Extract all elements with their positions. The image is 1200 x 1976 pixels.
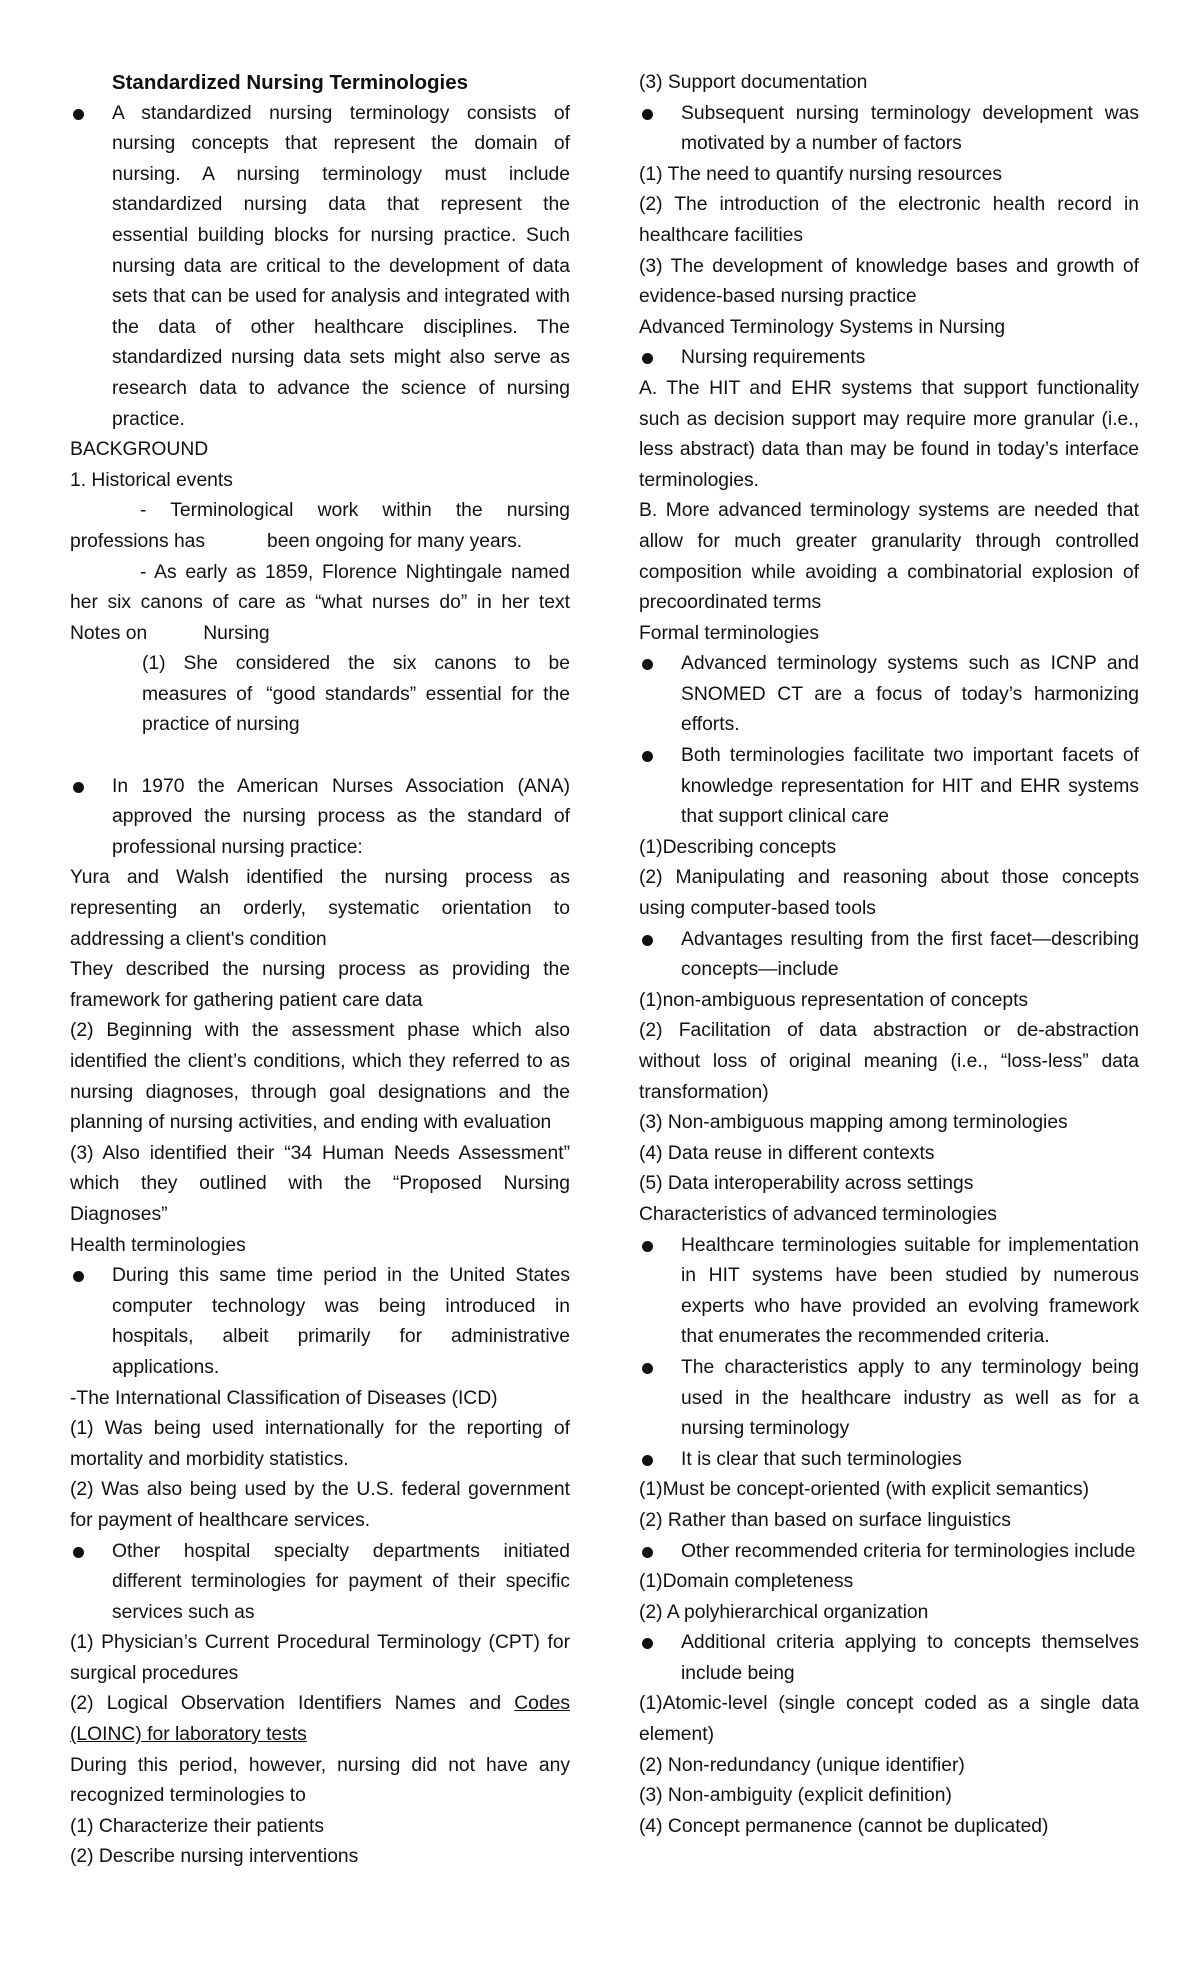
background-heading: BACKGROUND (70, 439, 209, 461)
healthcare-bullet: Healthcare terminologies suitable for implementation in HIT systems have been studied by numerous experts who have provided an evolving framework that enumerates the recommended criteria. (639, 1231, 1139, 1353)
icd-item-1: (1) Was being used internationally for the reporting of mortality and morbidity statistics. (70, 1418, 570, 1470)
dash2-text-a: - As early as 1859, Florence Nightingale named her six canons of care as “what nurses do” in her text Notes on (70, 561, 570, 644)
advantage-item-5: (5) Data interoperability across settings (639, 1173, 974, 1195)
historical-heading: 1. Historical events (70, 469, 233, 491)
extra-item-2: (2) Non-redundancy (unique identifier) (639, 1754, 965, 1776)
intro-bullet: A standardized nursing terminology consists of nursing concepts that represent the domain of nursing. A nursing terminology must include standardized nursing data that represent the essential building blocks for nursing practice. Such nursing data are critical to the development of data sets that can be used for analysis and integrated with the data of other healthcare disciplines. The standardized nursing data sets might also serve as research data to advance the science of nursing practice. (70, 99, 570, 436)
factor-item-1: (1) The need to quantify nursing resources (639, 163, 1002, 185)
support-item: (3) Support documentation (639, 72, 868, 93)
sub-item-canons (70, 649, 570, 741)
left-column (70, 68, 570, 1873)
dash1-text-b: been ongoing for many years. (267, 530, 523, 552)
page-title: Standardized Nursing Terminologies (111, 71, 469, 94)
characterize-item: (1) Characterize their patients (70, 1815, 324, 1837)
concept-item-1: (1)Must be concept-oriented (with explicit semantics) (639, 1479, 1090, 1501)
concept-item-2: (2) Rather than based on surface linguistics (639, 1509, 1011, 1531)
icd-heading: -The International Classification of Diseases (ICD) (70, 1387, 498, 1409)
factor-item-3: (3) The development of knowledge bases and growth of evidence-based nursing practice (639, 255, 1139, 308)
right-column (639, 68, 1139, 1842)
sub1-text-b: “good standards” essential for the practice of nursing (142, 683, 570, 736)
icd-item-2: (2) Was also being used by the U.S. federal government for payment of healthcare services. (70, 1479, 570, 1531)
also-paragraph: (3) Also identified their “34 Human Needs Assessment” which they outlined with the “Proposed Nursing Diagnoses” (70, 1142, 570, 1225)
other-criteria-bullet: Other recommended criteria for terminologies include (639, 1537, 1139, 1568)
advantage-item-1: (1)non-ambiguous representation of concepts (639, 989, 1029, 1011)
advantage-item-4: (4) Data reuse in different contexts (639, 1142, 935, 1164)
extra-item-1: (1)Atomic-level (single concept coded as a single data element) (639, 1693, 1139, 1746)
both-bullet: Both terminologies facilitate two important facets of knowledge representation for HIT and EHR systems that support clinical care (639, 741, 1139, 833)
advantages-bullet: Advantages resulting from the first facet—describing concepts—include (639, 925, 1139, 986)
advantage-item-3: (3) Non-ambiguous mapping among terminologies (639, 1112, 1068, 1134)
formal-heading: Formal terminologies (639, 622, 820, 644)
loinc-item (70, 1689, 570, 1750)
dash1-text-a: - Terminological work within the nursing professions has (70, 500, 570, 552)
factor-item-2: (2) The introduction of the electronic health record in healthcare facilities (639, 194, 1139, 246)
requirement-a: A. The HIT and EHR systems that support functionality such as decision support may require more granular (i.e., less abstract) data than may be found in today’s interface terminologies. (639, 377, 1139, 491)
manipulating-item: (2) Manipulating and reasoning about those concepts using computer-based tools (639, 867, 1139, 920)
describe-item: (2) Describe nursing interventions (70, 1846, 359, 1868)
spacer (70, 741, 570, 772)
describing-item: (1)Describing concepts (639, 836, 837, 858)
characteristics-heading: Characteristics of advanced terminologies (639, 1203, 997, 1225)
dash-item-terminological (70, 496, 570, 557)
dash-item-nightingale (70, 558, 570, 650)
described-paragraph: They described the nursing process as providing the framework for gathering patient care data (70, 959, 570, 1011)
ana-bullet: In 1970 the American Nurses Association (ANA) approved the nursing process as the standard of professional nursing practice: (70, 772, 570, 864)
clear-bullet: It is clear that such terminologies (639, 1445, 1139, 1476)
additional-bullet: Additional criteria applying to concepts themselves include being (639, 1628, 1139, 1689)
advanced-heading: Advanced Terminology Systems in Nursing (639, 316, 1006, 338)
criteria-item-2: (2) A polyhierarchical organization (639, 1601, 929, 1623)
subsequent-bullet: Subsequent nursing terminology development was motivated by a number of factors (639, 99, 1139, 160)
beginning-paragraph: (2) Beginning with the assessment phase which also identified the client’s conditions, which they referred to as nursing diagnoses, through goal designations and the planning of nursing activities, and ending with evaluation (70, 1020, 570, 1134)
apply-bullet: The characteristics apply to any terminology being used in the healthcare industry as well as for a nursing terminology (639, 1353, 1139, 1445)
requirement-b: B. More advanced terminology systems are needed that allow for much greater granularity through controlled composition while avoiding a combinatorial explosion of precoordinated terms (639, 500, 1139, 614)
other-bullet: Other hospital specialty departments initiated different terminologies for payment of their specific services such as (70, 1537, 570, 1629)
extra-item-3: (3) Non-ambiguity (explicit definition) (639, 1785, 952, 1807)
extra-item-4: (4) Concept permanence (cannot be duplicated) (639, 1815, 1049, 1837)
computer-bullet: During this same time period in the United States computer technology was being introduced in hospitals, albeit primarily for administrative applications. (70, 1261, 570, 1383)
criteria-item-1: (1)Domain completeness (639, 1571, 854, 1593)
advantage-item-2: (2) Facilitation of data abstraction or de-abstraction without loss of original meaning (i.e., “loss-less” data transformation) (639, 1020, 1139, 1103)
health-heading: Health terminologies (70, 1234, 246, 1256)
during-paragraph: During this period, however, nursing did not have any recognized terminologies to (70, 1754, 570, 1807)
loinc-text-a: (2) Logical Observation Identifiers Names and (70, 1693, 515, 1715)
yura-paragraph: Yura and Walsh identified the nursing process as representing an orderly, systematic orientation to addressing a client's condition (70, 867, 570, 950)
loinc-text-b: Codes (LOINC) for laboratory tests (70, 1693, 570, 1746)
requirements-bullet: Nursing requirements (639, 343, 1139, 374)
dash2-text-b: Nursing (203, 622, 270, 644)
cpt-item: (1) Physician’s Current Procedural Terminology (CPT) for surgical procedures (70, 1632, 570, 1684)
icnp-bullet: Advanced terminology systems such as ICNP and SNOMED CT are a focus of today’s harmonizing efforts. (639, 649, 1139, 741)
sub1-text-a: (1) She considered the six canons to be measures of (142, 653, 570, 705)
